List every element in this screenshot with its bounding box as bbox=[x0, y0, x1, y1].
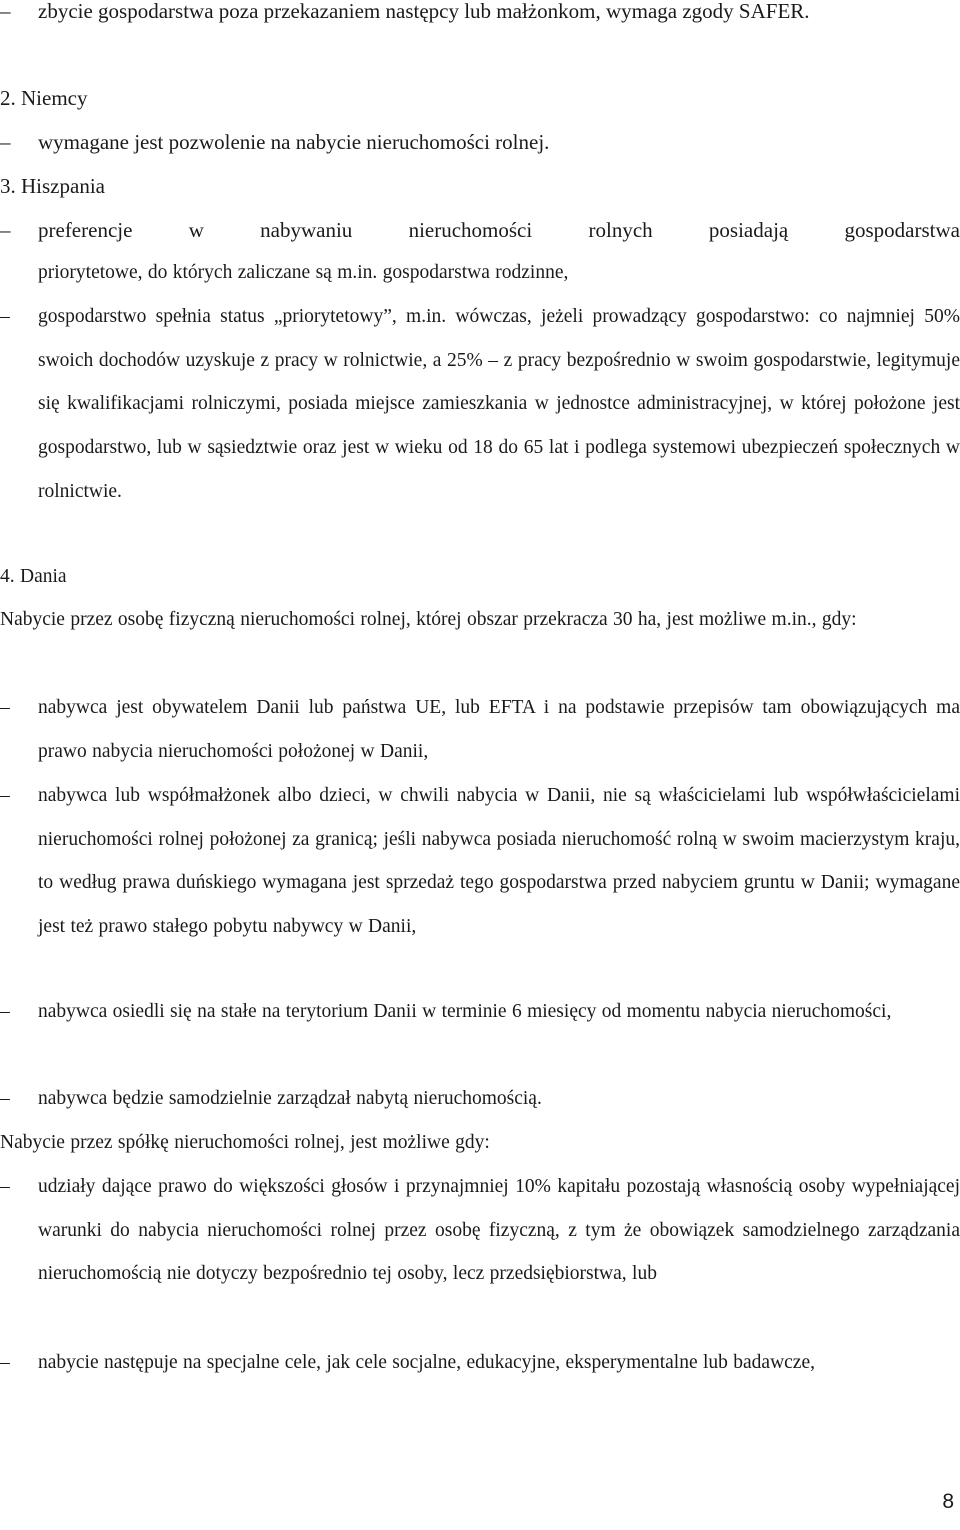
item-text: nabycie następuje na specjalne cele, jak cele socjalne, edukacyjne, eksperymentalne lub badawcze, bbox=[38, 1352, 815, 1373]
section-heading-dania bbox=[0, 555, 960, 599]
item-text: nabywca jest obywatelem Danii lub państwa UE, lub EFTA i na podstawie przepisów tam obowiązujących ma prawo nabycia nieruchomości położonej w Danii, bbox=[38, 697, 960, 762]
heading-text: 3. Hiszpania bbox=[0, 174, 105, 198]
dash-bullet: – bbox=[0, 130, 11, 154]
item-text: nabywca będzie samodzielnie zarządzał nabytą nieruchomością. bbox=[38, 1088, 542, 1109]
section-heading-hiszpania bbox=[0, 164, 960, 209]
list-item-niemcy bbox=[0, 120, 960, 165]
dash-bullet: – bbox=[0, 697, 10, 718]
paragraph-osoba-fizyczna bbox=[0, 598, 960, 642]
list-item-preferencje bbox=[0, 208, 960, 253]
list-item-udzialy bbox=[0, 1165, 960, 1296]
item-text: preferencje w nabywaniu nieruchomości rolnych posiadają gospodarstwa bbox=[38, 218, 960, 242]
list-item-priorytetowy bbox=[0, 295, 960, 514]
dash-bullet: – bbox=[0, 1352, 10, 1373]
item-text: nabywca lub współmałżonek albo dzieci, w chwili nabycia w Danii, nie są właścicielami lub współwłaścicielami nieruchomości rolnej położonej za granicą; jeśli nabywca posiada nieruchomość rolną w swoim macierzystym kraju, to według prawa duńskiego wymagana jest sprzedaż tego gospodarstwa przed nabyciem gruntu w Danii; wymagane jest też prawo stałego pobytu nabywcy w Danii, bbox=[38, 785, 960, 938]
dash-bullet: – bbox=[0, 0, 11, 23]
list-item-continuation bbox=[0, 251, 960, 295]
dash-bullet: – bbox=[0, 306, 10, 327]
section-heading-niemcy bbox=[0, 76, 960, 121]
item-text: nabywca osiedli się na stałe na terytorium Danii w terminie 6 miesięcy od momentu nabycia nieruchomości, bbox=[38, 1001, 892, 1022]
list-item-specjalne-cele bbox=[0, 1341, 960, 1385]
dash-bullet: – bbox=[0, 1001, 10, 1022]
heading-text: 4. Dania bbox=[0, 566, 67, 587]
paragraph-spolka bbox=[0, 1121, 960, 1165]
list-item-osiedli bbox=[0, 990, 960, 1034]
page-number: 8 bbox=[942, 1490, 954, 1513]
list-item-zarzadzal bbox=[0, 1077, 960, 1121]
list-item-safer bbox=[0, 0, 960, 34]
item-text: zbycie gospodarstwa poza przekazaniem następcy lub małżonkom, wymaga zgody SAFER. bbox=[38, 0, 810, 23]
dash-bullet: – bbox=[0, 1088, 10, 1109]
list-item-wspolmalzonek bbox=[0, 774, 960, 949]
list-item-obywatel bbox=[0, 686, 960, 773]
item-text: wymagane jest pozwolenie na nabycie nieruchomości rolnej. bbox=[38, 130, 550, 154]
item-text: gospodarstwo spełnia status „priorytetowy”, m.in. wówczas, jeżeli prowadzący gospodarstwo: co najmniej 50% swoich dochodów uzyskuje z pracy w rolnictwie, a 25% – z pracy bezpośrednio w swoim gospodarstwie, legitymuje się kwalifikacjami rolniczymi, posiada miejsce zamieszkania w jednostce administracyjnej, w której położone jest gospodarstwo, lub w sąsiedztwie oraz jest w wieku od 18 do 65 lat i podlega systemowi ubezpieczeń społecznych w rolnictwie. bbox=[38, 306, 960, 502]
paragraph-text: Nabycie przez osobę fizyczną nieruchomości rolnej, której obszar przekracza 30 ha, jest możliwe m.in., gdy: bbox=[0, 609, 857, 630]
paragraph-text: Nabycie przez spółkę nieruchomości rolnej, jest możliwe gdy: bbox=[0, 1132, 490, 1153]
dash-bullet: – bbox=[0, 785, 10, 806]
dash-bullet: – bbox=[0, 218, 11, 242]
item-text: priorytetowe, do których zaliczane są m.in. gospodarstwa rodzinne, bbox=[38, 262, 569, 283]
item-text: udziały dające prawo do większości głosów i przynajmniej 10% kapitału pozostają własnością osoby wypełniającej warunki do nabycia nieruchomości rolnej przez osobę fizyczną, z tym że obowiązek samodzielnego zarządzania nieruchomością nie dotyczy bezpośrednio tej osoby, lecz przedsiębiorstwa, lub bbox=[38, 1176, 960, 1285]
heading-text: 2. Niemcy bbox=[0, 86, 88, 110]
dash-bullet: – bbox=[0, 1176, 10, 1197]
